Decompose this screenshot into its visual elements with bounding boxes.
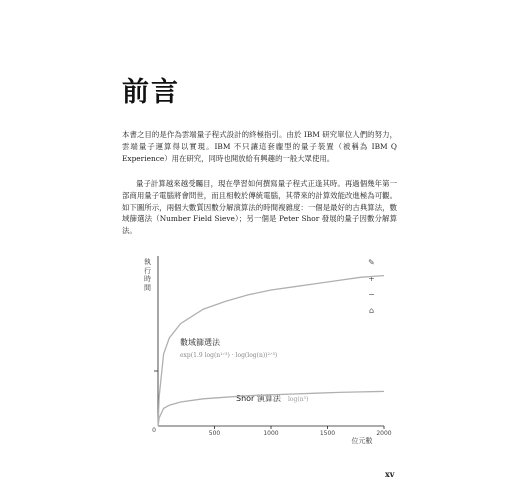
y-axis-title: 執行時間 — [144, 258, 151, 292]
zoom-out-icon[interactable]: − — [368, 290, 375, 299]
chart-canvas — [140, 250, 400, 450]
series-line-nfs — [158, 276, 384, 426]
zoom-in-icon[interactable]: + — [368, 274, 375, 283]
wrench-icon[interactable]: ✎ — [368, 258, 375, 267]
series-formula-shor: log(n³) — [288, 396, 309, 403]
x-tick-label: 1500 — [319, 430, 336, 437]
x-tick-label: 500 — [208, 430, 221, 437]
series-label-shor: Shor 演算法 — [236, 394, 281, 403]
page-number: xv — [385, 469, 395, 479]
origin-label: 0 — [152, 427, 156, 434]
paragraph-intro: 本書之目的是作為雲端量子程式設計的終極指引。由於 IBM 研究單位人們的努力，雲端量子運算得以實現。IBM 不只讓這套龐型的量子裝置（被稱為 IBM Q Experience）用在研究，同時也開放給有興趣的一般大眾使用。 — [122, 130, 397, 163]
series-label-nfs: 數域篩選法 — [180, 338, 220, 347]
paragraph-quantum: 量子計算越來越受矚目，現在學習如何撰寫量子程式正逢其時。再過個幾年第一部商用量子電腦將會問世，而且相較於傳統電腦，其帶來的計算效能改進極為可觀。如下圖所示，兩個大數質因數分解演算法的時間複雜度：一個是最好的古典算法，數域篩選法（Number Field Sieve）；另一個是 Peter Shor 發展的量子因數分解算法。 — [122, 179, 397, 236]
x-tick-label: 2000 — [376, 430, 392, 437]
x-axis-title: 位元數 — [351, 437, 373, 445]
x-tick-label: 1000 — [263, 430, 279, 437]
series-formula-nfs: exp(1.9 log(n¹ᐟ³) · log(log(n))²ᐟ³) — [180, 352, 278, 359]
page-title: 前言 — [122, 77, 180, 108]
home-icon[interactable]: ⌂ — [368, 306, 375, 315]
complexity-figure — [140, 250, 400, 450]
